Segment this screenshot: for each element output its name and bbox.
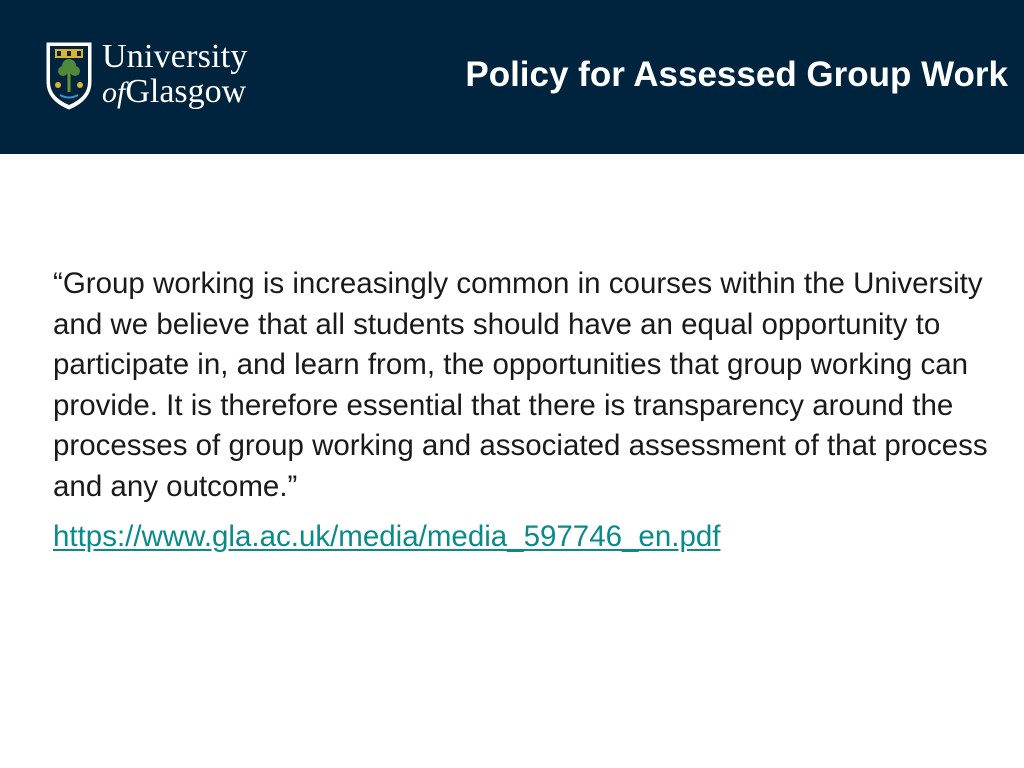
crest-icon	[44, 40, 94, 112]
wordmark-glasgow: Glasgow	[125, 73, 247, 110]
university-wordmark	[102, 40, 248, 109]
policy-link[interactable]: https://www.gla.ac.uk/media/media_597746_en.pdf	[53, 520, 721, 553]
wordmark-of-glasgow	[102, 75, 248, 109]
policy-quote: “Group working is increasingly common in courses within the University and we believe that all students should have an equal opportunity to participate in, and learn from, the opportunities that group working can provide. It is therefore essential that there is transparency around the processes of group working and associated assessment of that process and any outcome.”	[53, 267, 988, 503]
wordmark-university: University	[102, 38, 248, 75]
page-title: Policy for Assessed Group Work	[465, 55, 1008, 94]
header-bar	[0, 0, 1024, 154]
wordmark-of: of	[102, 76, 126, 109]
content-area	[53, 264, 993, 557]
university-logo	[44, 40, 272, 114]
